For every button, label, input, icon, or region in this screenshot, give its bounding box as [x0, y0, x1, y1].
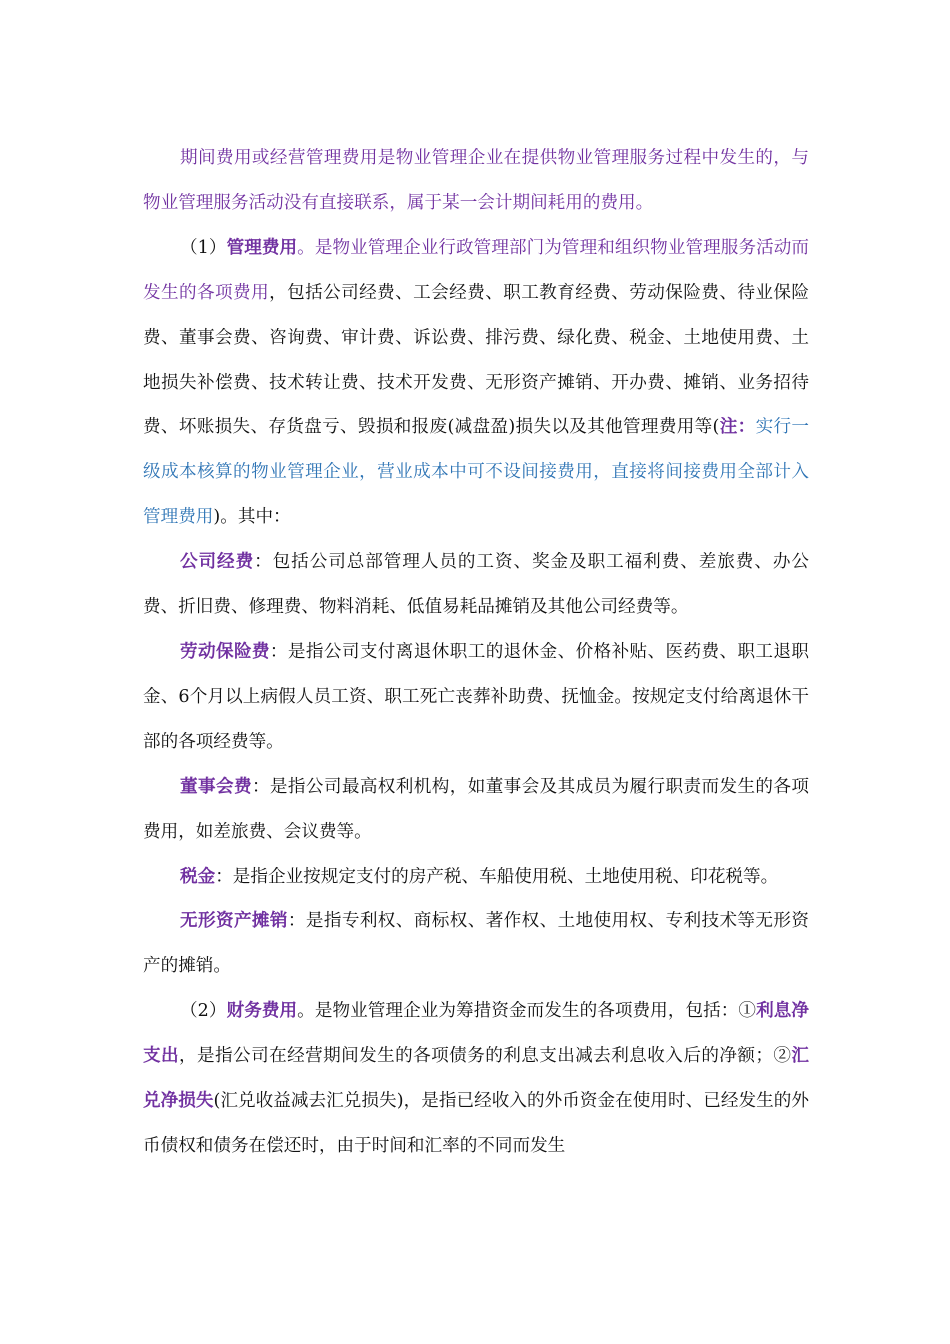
note-text: 实行一级成本核算的物业管理企业，营业成本中可不设间接费用，直接将间接费用全部计入管理费用: [143, 417, 809, 528]
item-text: ：是指公司支付离退休职工的退休金、价格补贴、医药费、职工退职金、6个月以上病假人员工资、职工死亡丧葬补助费、抚恤金。按规定支付给离退休干部的各项经费等。: [143, 641, 809, 752]
item-text: ：是指企业按规定支付的房产税、车船使用税、土地使用税、印花税等。: [215, 866, 779, 887]
note-label: 注：: [719, 416, 756, 438]
item-term: 无形资产摊销: [180, 910, 288, 932]
item-term: 董事会费: [180, 775, 252, 797]
intro-paragraph: 期间费用或经营管理费用是物业管理企业在提供物业管理服务过程中发生的，与物业管理服务活动没有直接联系，属于某一会计期间耗用的费用。: [143, 148, 809, 213]
section-number: （1）: [180, 237, 227, 258]
finance-fee-text-1: 。是物业管理企业为筹措资金而发生的各项费用，包括：①: [297, 1001, 757, 1022]
management-fee-body: ，包括公司经费、工会经费、职工教育经费、劳动保险费、待业保险费、董事会费、咨询费、审计费、诉讼费、排污费、绿化费、税金、土地使用费、土地损失补偿费、技术转让费、技术开发费、无形资产摊销、开办费、摊销、业务招待费、坏账损失、存货盘亏、毁损和报废(减盘盈)损失以及其他管理费用等(: [143, 282, 809, 438]
item-text: ：包括公司总部管理人员的工资、奖金及职工福利费、差旅费、办公费、折旧费、修理费、物料消耗、低值易耗品摊销及其他公司经费等。: [143, 552, 809, 618]
management-fee-term: 管理费用: [226, 236, 298, 258]
net-exchange-loss-term: 汇兑净损失: [143, 1045, 809, 1112]
document-page: [143, 136, 809, 1169]
item-term: 税金: [180, 865, 216, 887]
item-text: ：是指公司最高权利机构，如董事会及其成员为履行职责而发生的各项费用，如差旅费、会议费等。: [143, 776, 809, 842]
finance-fee-paragraph: [143, 989, 809, 1169]
section-number: （2）: [180, 1001, 227, 1022]
item-term: 劳动保险费: [180, 640, 270, 662]
item-text: ：是指专利权、商标权、著作权、土地使用权、专利技术等无形资产的摊销。: [143, 911, 809, 977]
finance-fee-text-2: ，是指公司在经营期间发生的各项债务的利息支出减去利息收入后的净额；②: [179, 1046, 792, 1067]
management-fee-tail: )。其中：: [213, 507, 291, 528]
board-fee-item: [143, 765, 809, 855]
tax-item: [143, 855, 809, 900]
finance-fee-term: 财务费用: [226, 1000, 298, 1022]
labor-insurance-item: [143, 630, 809, 765]
finance-fee-text-3: (汇兑收益减去汇兑损失)，是指已经收入的外币资金在使用时、已经发生的外币债权和债务在偿还时，由于时间和汇率的不同而发生: [143, 1091, 809, 1156]
management-fee-paragraph: [143, 226, 809, 540]
management-fee-definition: 。是物业管理企业行政管理部门为管理和组织物业管理服务活动而发生的各项费用: [143, 237, 809, 303]
intangible-amortization-item: [143, 899, 809, 989]
company-expense-item: [143, 540, 809, 630]
net-interest-term: 利息净支出: [143, 1000, 809, 1067]
item-term: 公司经费: [180, 551, 255, 573]
